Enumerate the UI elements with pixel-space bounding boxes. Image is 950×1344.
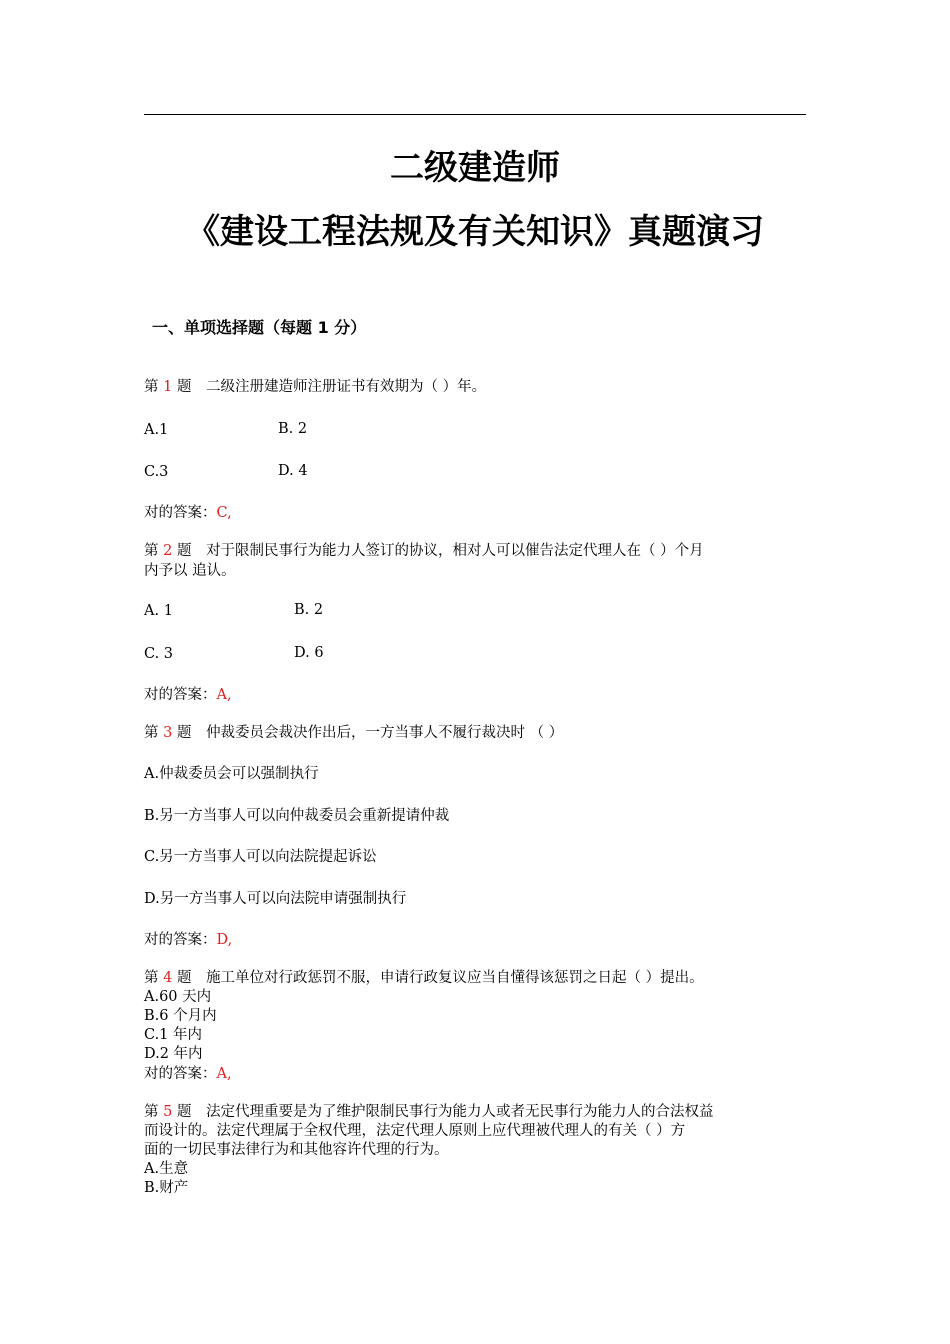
section-heading: 一、单项选择题（每题 1 分）	[152, 318, 367, 337]
question-suffix: 题	[176, 543, 192, 559]
question-suffix: 题	[176, 379, 192, 395]
option-b: B. 2	[278, 421, 308, 437]
question-prefix: 第	[144, 1104, 159, 1120]
question-text-cont: 内予以 追认。	[144, 563, 236, 579]
question-2	[144, 542, 704, 561]
option-b: B.财产	[144, 1180, 189, 1196]
option-b: B. 2	[294, 602, 324, 618]
answer-value: C,	[216, 505, 232, 521]
option-d: D. 6	[294, 645, 324, 661]
question-4	[144, 969, 704, 988]
question-3	[144, 724, 563, 743]
option-c: C.另一方当事人可以向法院提起诉讼	[144, 849, 377, 865]
answer-line	[144, 1065, 232, 1084]
answer-label: 对的答案：	[144, 687, 217, 703]
question-prefix: 第	[144, 543, 159, 559]
question-suffix: 题	[176, 1104, 192, 1120]
question-number: 5	[163, 1104, 173, 1120]
question-5	[144, 1103, 714, 1122]
question-number: 1	[163, 379, 173, 395]
answer-line	[144, 686, 232, 705]
option-c: C.3	[144, 464, 169, 480]
answer-line	[144, 504, 232, 523]
option-a: A.60 天内	[144, 989, 212, 1005]
document-title: 二级建造师	[390, 148, 560, 188]
option-a: A.1	[144, 422, 169, 438]
question-text: 对于限制民事行为能力人签订的协议，相对人可以催告法定代理人在（ ）个月	[206, 543, 704, 559]
question-number: 4	[163, 970, 173, 986]
option-c: C.1 年内	[144, 1027, 203, 1043]
answer-label: 对的答案：	[144, 505, 217, 521]
answer-label: 对的答案：	[144, 932, 217, 948]
answer-label: 对的答案：	[144, 1066, 217, 1082]
header-rule	[144, 114, 806, 115]
document-subtitle: 《建设工程法规及有关知识》真题演习	[186, 212, 764, 252]
question-text: 二级注册建造师注册证书有效期为（ ）年。	[206, 379, 487, 395]
option-d: D.另一方当事人可以向法院申请强制执行	[144, 891, 407, 907]
option-d: D. 4	[278, 463, 308, 479]
answer-value: D,	[216, 932, 233, 948]
question-prefix: 第	[144, 970, 159, 986]
question-prefix: 第	[144, 379, 159, 395]
option-a: A.生意	[144, 1161, 189, 1177]
question-text: 法定代理重要是为了维护限制民事行为能力人或者无民事行为能力人的合法权益	[206, 1104, 714, 1120]
question-number: 2	[163, 543, 173, 559]
option-a: A.仲裁委员会可以强制执行	[144, 766, 319, 782]
question-text: 施工单位对行政惩罚不服，申请行政复议应当自懂得该惩罚之日起（ ）提出。	[206, 970, 704, 986]
option-c: C. 3	[144, 646, 174, 662]
question-prefix: 第	[144, 725, 159, 741]
option-b: B.另一方当事人可以向仲裁委员会重新提请仲裁	[144, 808, 450, 824]
answer-line	[144, 931, 232, 950]
question-suffix: 题	[176, 970, 192, 986]
question-text-cont: 面的一切民事法律行为和其他容许代理的行为。	[144, 1142, 449, 1158]
question-suffix: 题	[176, 725, 192, 741]
question-number: 3	[163, 725, 173, 741]
option-a: A. 1	[144, 603, 173, 619]
question-text: 仲裁委员会裁决作出后，一方当事人不履行裁决时 （ ）	[206, 725, 564, 741]
option-d: D.2 年内	[144, 1046, 203, 1062]
answer-value: A,	[216, 687, 232, 703]
option-b: B.6 个月内	[144, 1008, 217, 1024]
question-text-cont: 而设计的。法定代理属于全权代理，法定代理人原则上应代理被代理人的有关（ ）方	[144, 1123, 686, 1139]
question-1	[144, 378, 486, 397]
answer-value: A,	[216, 1066, 232, 1082]
